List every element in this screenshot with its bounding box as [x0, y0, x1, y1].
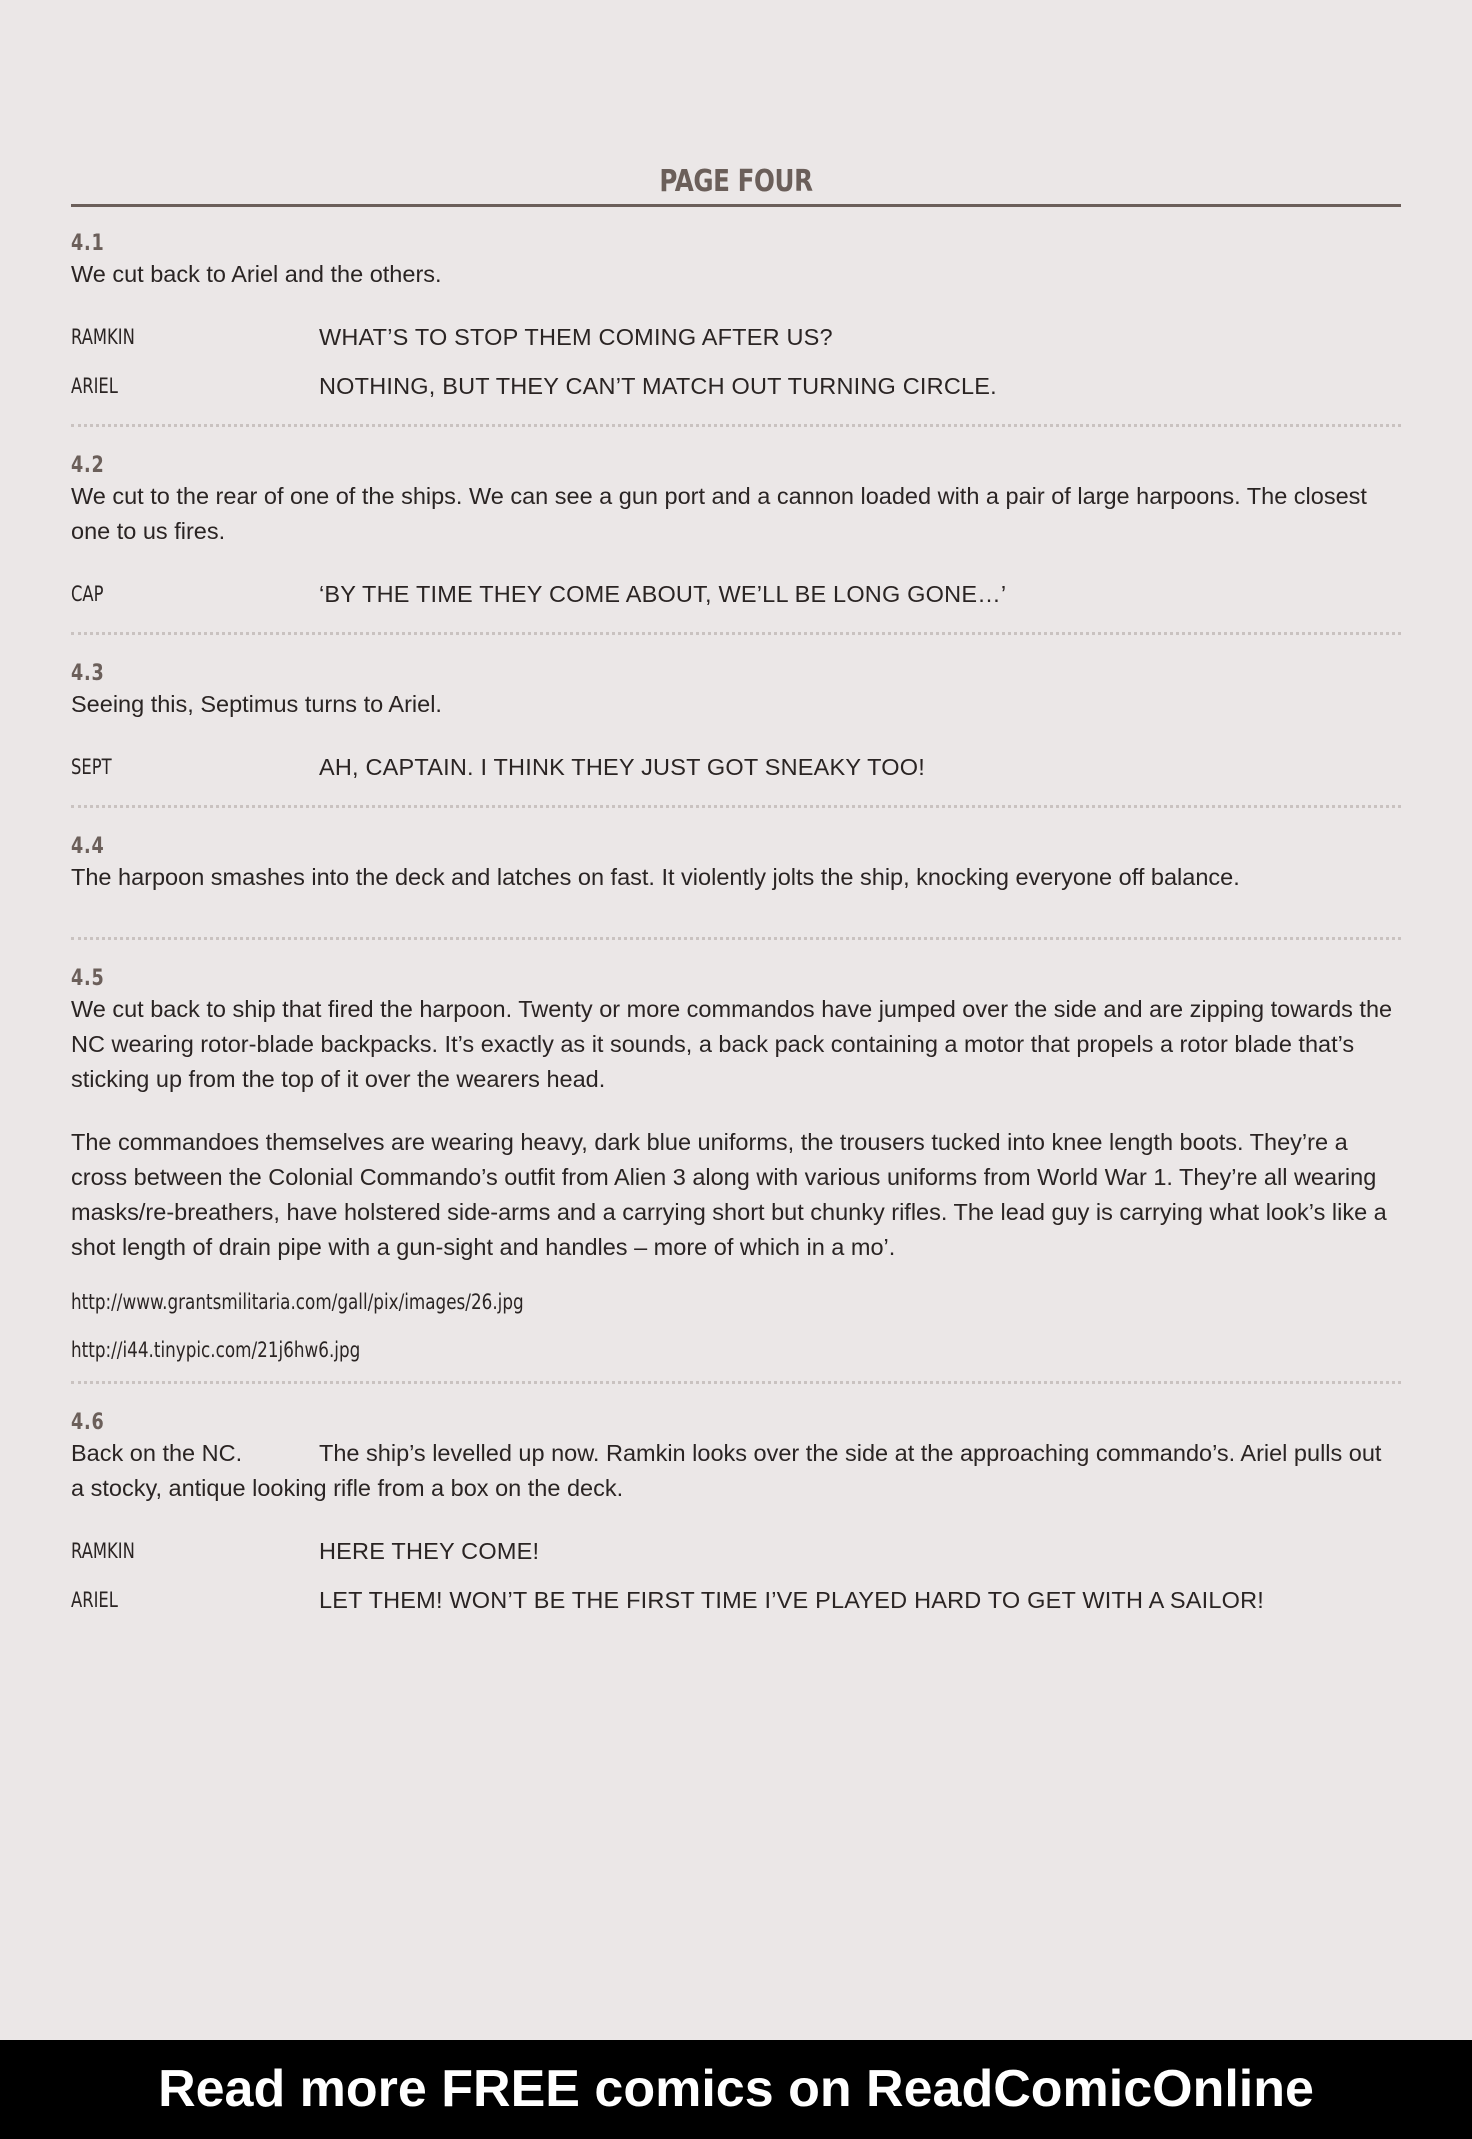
- speech: HERE THEY COME!: [319, 1538, 540, 1564]
- dialogue-line: [71, 577, 1401, 612]
- panel-4-3: [71, 635, 1401, 808]
- script-page: [71, 160, 1401, 1632]
- panel-4-1: [71, 207, 1401, 427]
- panel-4-5: [71, 940, 1401, 1384]
- panel-description: We cut back to Ariel and the others.: [71, 261, 442, 287]
- panel-number: 4.4: [71, 834, 105, 859]
- description-lead: Back on the NC.: [71, 1440, 243, 1466]
- dialogue-block: [71, 750, 1401, 785]
- speaker: RAMKIN: [71, 1539, 135, 1563]
- panel-number: 4.3: [71, 661, 105, 686]
- speech: WHAT’S TO STOP THEM COMING AFTER US?: [319, 324, 833, 350]
- panel-description: The harpoon smashes into the deck and latches on fast. It violently jolts the ship, knocking everyone off balance.: [71, 864, 1240, 890]
- page-title: PAGE FOUR: [659, 164, 813, 199]
- speech: LET THEM! WON’T BE THE FIRST TIME I’VE PLAYED HARD TO GET WITH A SAILOR!: [319, 1587, 1265, 1613]
- panel-description: We cut back to ship that fired the harpoon. Twenty or more commandos have jumped over the side and are zipping towards the NC wearing rotor-blade backpacks. It’s exactly as it sounds, a back pack containing a motor that propels a rotor blade that’s sticking up from the top of it over the wearers head.: [71, 996, 1393, 1092]
- panel-description: We cut to the rear of one of the ships. We can see a gun port and a cannon loaded with a pair of large harpoons. The closest one to us fires.: [71, 483, 1367, 544]
- panel-description: The commandoes themselves are wearing heavy, dark blue uniforms, the trousers tucked into knee length boots. They’re a cross between the Colonial Commando’s outfit from Alien 3 along with various uniforms from World War 1. They’re all wearing masks/re-breathers, have holstered side-arms and a carrying short but chunky rifles. The lead guy is carrying what look’s like a shot length of drain pipe with a gun-sight and handles – more of which in a mo’.: [71, 1129, 1387, 1260]
- speaker: RAMKIN: [71, 325, 135, 349]
- reference-link[interactable]: http://i44.tinypic.com/21j6hw6.jpg: [71, 1338, 361, 1362]
- speech: ‘BY THE TIME THEY COME ABOUT, WE’LL BE LONG GONE…’: [319, 581, 1007, 607]
- panel-number: 4.2: [71, 453, 105, 478]
- panel-4-2: [71, 427, 1401, 635]
- dialogue-line: [71, 750, 1401, 785]
- dialogue-line: [71, 320, 1401, 355]
- speaker: SEPT: [71, 755, 112, 779]
- speaker: ARIEL: [71, 1588, 118, 1612]
- panel-number: 4.6: [71, 1410, 105, 1435]
- panel-4-4: [71, 808, 1401, 940]
- dialogue-line: [71, 1534, 1401, 1569]
- speech: NOTHING, BUT THEY CAN’T MATCH OUT TURNING CIRCLE.: [319, 373, 997, 399]
- speaker: CAP: [71, 582, 104, 606]
- dialogue-block: [71, 577, 1401, 612]
- dialogue-line: [71, 369, 1401, 404]
- description-text: The ship’s levelled up now. Ramkin looks over the side at the approaching commando’s. Ariel pulls out a stocky, antique looking rifle from a box on the deck.: [71, 1440, 1382, 1501]
- panel-description: [71, 1436, 1401, 1506]
- dialogue-block: [71, 320, 1401, 404]
- panel-description: Seeing this, Septimus turns to Ariel.: [71, 691, 442, 717]
- panel-number: 4.5: [71, 966, 105, 991]
- promo-banner[interactable]: Read more FREE comics on ReadComicOnline: [0, 2040, 1472, 2139]
- dialogue-line: [71, 1583, 1401, 1618]
- reference-link[interactable]: http://www.grantsmilitaria.com/gall/pix/images/26.jpg: [71, 1290, 524, 1314]
- panel-4-6: [71, 1384, 1401, 1618]
- speech: AH, CAPTAIN. I THINK THEY JUST GOT SNEAKY TOO!: [319, 754, 925, 780]
- speaker: ARIEL: [71, 374, 118, 398]
- dialogue-block: [71, 1534, 1401, 1618]
- panel-number: 4.1: [71, 231, 105, 256]
